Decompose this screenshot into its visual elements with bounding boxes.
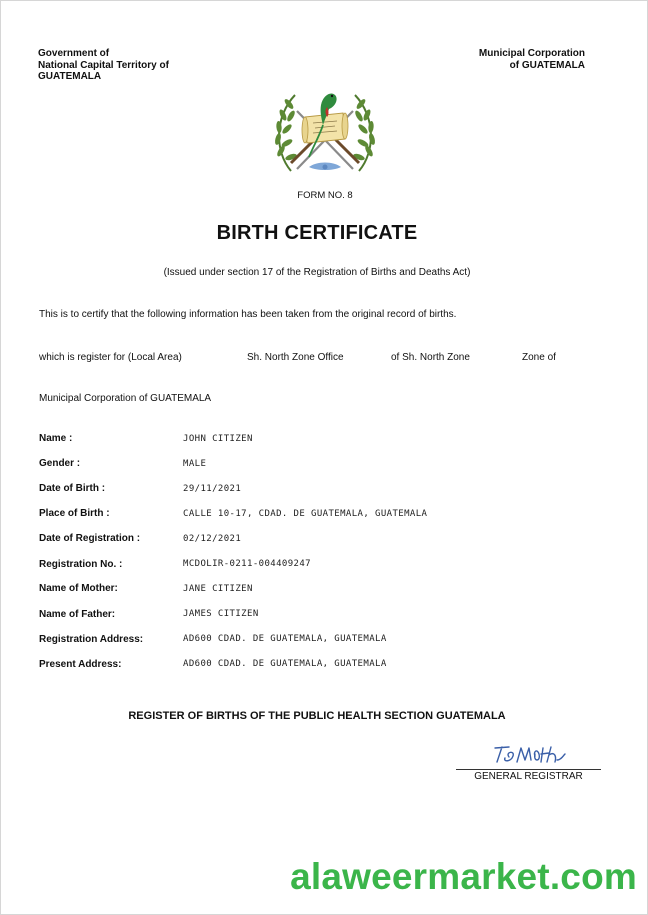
issuer-government-line: National Capital Territory of <box>38 59 169 71</box>
field-label-registration-no: Registration No. : <box>39 559 123 570</box>
issuer-municipal-line: Municipal Corporation <box>478 48 585 59</box>
field-value-present-address: AD600 CDAD. DE GUATEMALA, GUATEMALA <box>183 659 387 669</box>
field-value-date-of-birth: 29/11/2021 <box>183 484 242 494</box>
watermark-text: alaweermarket.com <box>290 856 637 897</box>
field-value-registration-address: AD600 CDAD. DE GUATEMALA, GUATEMALA <box>183 634 387 644</box>
document-title: BIRTH CERTIFICATE <box>216 222 418 244</box>
field-value-name: JOHN CITIZEN <box>183 434 253 444</box>
field-label-name: Name : <box>39 433 73 444</box>
issuer-municipal-line: of GUATEMALA <box>509 59 585 71</box>
field-value-registration-no: MCDOLIR-0211-004409247 <box>183 559 312 569</box>
municipal-corporation-line: Municipal Corporation of GUATEMALA <box>39 393 212 404</box>
coat-of-arms-icon <box>269 81 381 181</box>
local-area-label: which is register for (Local Area) <box>39 352 182 363</box>
field-value-date-of-registration: 02/12/2021 <box>183 534 242 544</box>
field-label-father: Name of Father: <box>39 609 116 620</box>
register-footer: REGISTER OF BIRTHS OF THE PUBLIC HEALTH SECTION GUATEMALA <box>128 710 506 722</box>
signatory-title: GENERAL REGISTRAR <box>474 771 583 782</box>
field-label-place-of-birth: Place of Birth : <box>39 508 110 519</box>
field-value-father: JAMES CITIZEN <box>183 609 259 619</box>
signature-icon <box>489 742 569 766</box>
field-value-gender: MALE <box>183 459 207 469</box>
field-label-mother: Name of Mother: <box>39 583 118 594</box>
field-value-place-of-birth: CALLE 10-17, CDAD. DE GUATEMALA, GUATEMALA <box>183 509 428 519</box>
issuer-municipal <box>479 48 585 71</box>
local-area-zone-suffix: Zone of <box>522 352 556 363</box>
field-label-registration-address: Registration Address: <box>39 634 144 645</box>
issuer-government <box>38 48 169 83</box>
certify-statement: This is to certify that the following information has been taken from the original record of births. <box>39 309 457 320</box>
local-area-office: Sh. North Zone Office <box>247 352 344 363</box>
field-label-gender: Gender : <box>39 458 81 469</box>
field-label-date-of-registration: Date of Registration : <box>39 533 141 544</box>
field-label-date-of-birth: Date of Birth : <box>39 483 106 494</box>
signature-line <box>456 769 601 770</box>
local-area-zone: of Sh. North Zone <box>391 352 470 363</box>
issuer-government-line: Government of <box>38 48 110 59</box>
document-subtitle: (Issued under section 17 of the Registration of Births and Deaths Act) <box>163 267 471 278</box>
issuer-government-line: GUATEMALA <box>38 71 102 82</box>
field-value-mother: JANE CITIZEN <box>183 584 253 594</box>
form-number: FORM NO. 8 <box>297 190 353 201</box>
field-label-present-address: Present Address: <box>39 659 122 670</box>
